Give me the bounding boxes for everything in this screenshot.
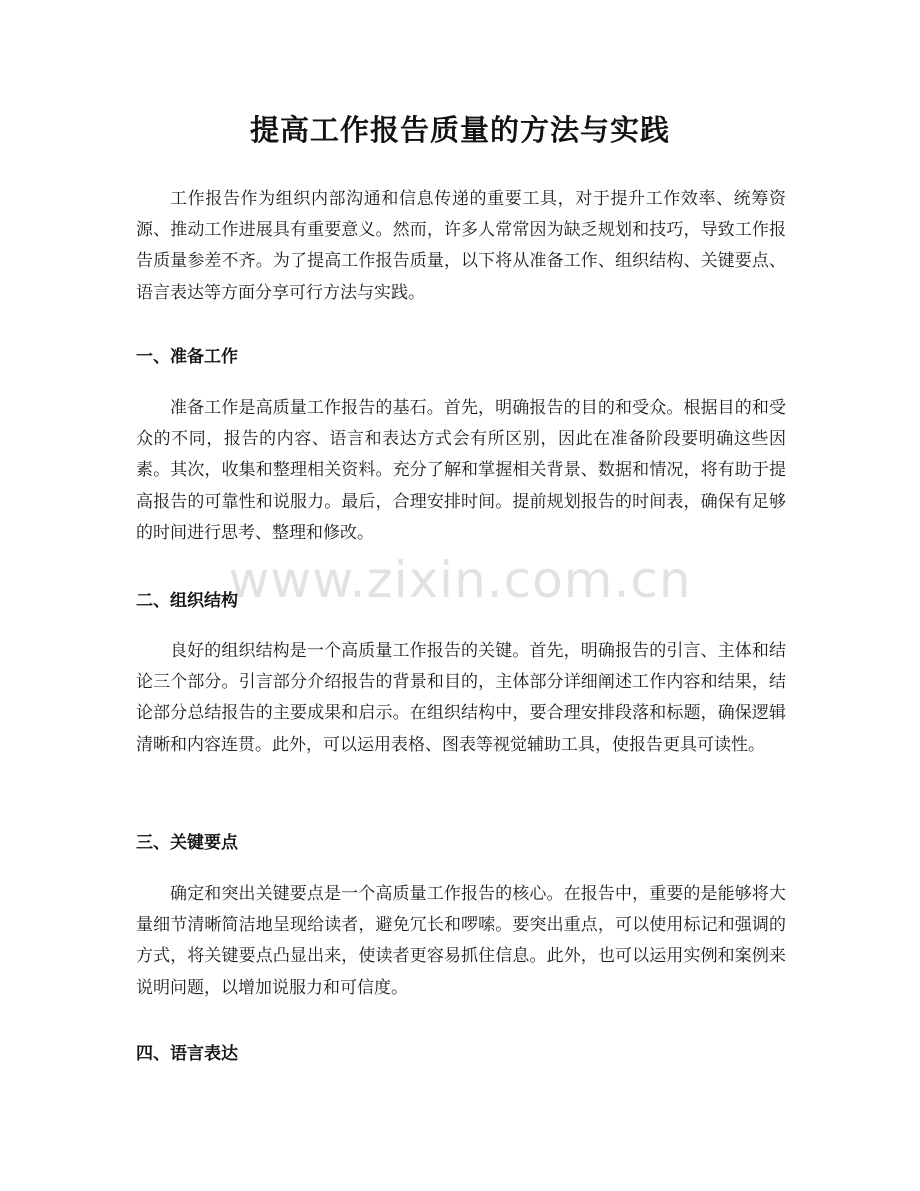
section-body-3: 确定和突出关键要点是一个高质量工作报告的核心。在报告中，重要的是能够将大量细节清晰简洁地呈现给读者，避免冗长和啰嗦。要突出重点，可以使用标记和强调的方式，将关键要点凸显出来，使读者更容易抓住信息。此外，也可以运用实例和案例来说明问题，以增加说服力和可信度。: [136, 884, 786, 998]
section-body-2: 良好的组织结构是一个高质量工作报告的关键。首先，明确报告的引言、主体和结论三个部分。引言部分介绍报告的背景和目的，主体部分详细阐述工作内容和结果，结论部分总结报告的主要成果和启示。在组织结构中，要合理安排段落和标题，确保逻辑清晰和内容连贯。此外，可以运用表格、图表等视觉辅助工具，使报告更具可读性。: [136, 641, 786, 755]
intro-paragraph: 工作报告作为组织内部沟通和信息传递的重要工具，对于提升工作效率、统筹资源、推动工作进展具有重要意义。然而，许多人常常因为缺乏规划和技巧，导致工作报告质量参差不齐。为了提高工作报告质量，以下将从准备工作、组织结构、关键要点、语言表达等方面分享可行方法与实践。: [136, 189, 786, 303]
section-heading-4: 四、语言表达: [136, 1044, 238, 1064]
section-heading-2: 二、组织结构: [136, 591, 238, 611]
section-heading-3: 三、关键要点: [136, 833, 238, 853]
document-title: 提高工作报告质量的方法与实践: [249, 113, 670, 147]
section-heading-1: 一、准备工作: [136, 347, 238, 367]
section-body-1: 准备工作是高质量工作报告的基石。首先，明确报告的目的和受众。根据目的和受众的不同，报告的内容、语言和表达方式会有所区别，因此在准备阶段要明确这些因素。其次，收集和整理相关资料。充分了解和掌握相关背景、数据和情况，将有助于提高报告的可靠性和说服力。最后，合理安排时间。提前规划报告的时间表，确保有足够的时间进行思考、整理和修改。: [136, 398, 786, 543]
watermark: www.zixin.com.cn: [228, 551, 692, 609]
